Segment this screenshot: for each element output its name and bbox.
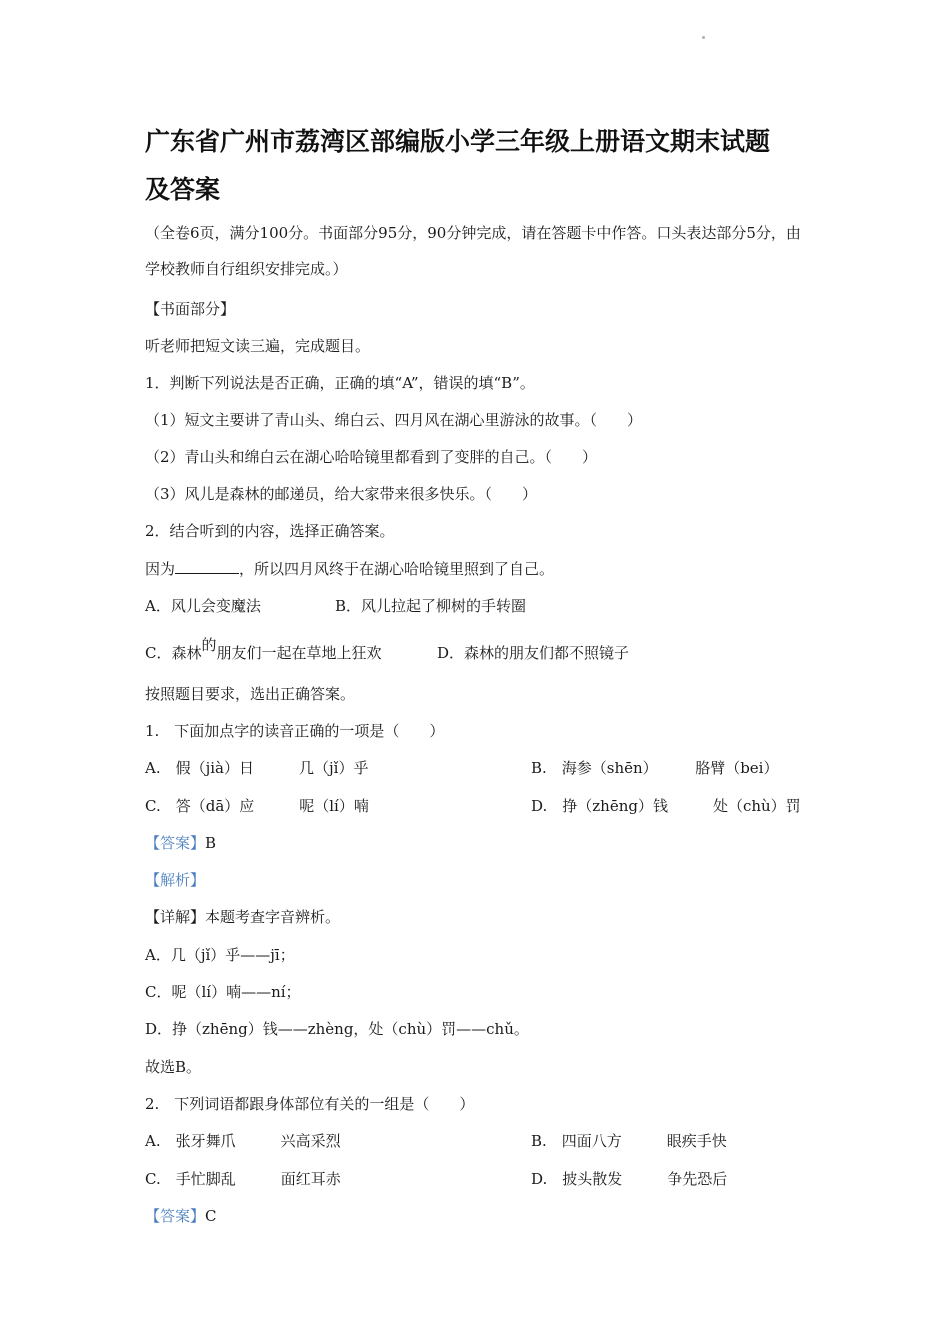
q2-answer	[145, 1205, 217, 1227]
q1-option-b: B. 海参（shēn） 胳臂（bei）	[531, 759, 779, 777]
exam-intro: （全卷6页，满分100分。书面部分95分，90分钟完成，请在答题卡中作答。口头表达部分5分，由学校教师自行组织安排完成。）	[145, 224, 801, 278]
q1-option-a: A. 假（jià）日 几（jǐ）乎	[145, 759, 369, 777]
q1-answer	[145, 832, 216, 854]
listen-instruction: 听老师把短文读三遍，完成题目。	[145, 337, 371, 355]
listen-q2-sentence	[145, 558, 554, 580]
answer-value: B	[205, 834, 217, 852]
q2-option-a: A. 张牙舞爪 兴高采烈	[145, 1132, 341, 1150]
q1-explain-d: D．挣（zhēng）钱——zhèng，处（chù）罚——chǔ。	[145, 1020, 529, 1038]
listen-q1-item-3: （3）风儿是森林的邮递员，给大家带来很多快乐。（ ）	[145, 485, 538, 503]
option-c-pre: C．森林	[145, 644, 202, 662]
answer-blank	[175, 559, 239, 574]
listen-q1-stem: 1．判断下列说法是否正确，正确的填“A”，错误的填“B”。	[145, 374, 535, 392]
option-c-post: 朋友们一起在草地上狂欢	[216, 644, 382, 662]
q1-option-c: C. 答（dā）应 呢（lí）喃	[145, 797, 369, 815]
listen-q2-option-a: A．风儿会变魔法	[145, 597, 261, 615]
sentence-before: 因为	[145, 560, 176, 578]
q2-stem: 2. 下列词语都跟身体部位有关的一组是（ ）	[145, 1095, 475, 1113]
q1-option-d: D. 挣（zhēng）钱 处（chù）罚	[531, 797, 801, 815]
section-written-heading: 【书面部分】	[145, 300, 236, 318]
listen-q2-option-c	[145, 636, 382, 664]
listen-q1-item-2: （2）青山头和绵白云在湖心哈哈镜里都看到了变胖的自己。（ ）	[145, 448, 598, 466]
choose-instruction: 按照题目要求，选出正确答案。	[145, 685, 356, 703]
listen-q2-stem: 2．结合听到的内容，选择正确答案。	[145, 522, 395, 540]
q2-option-c: C. 手忙脚乱 面红耳赤	[145, 1170, 341, 1188]
listen-q1-item-1: （1）短文主要讲了青山头、绵白云、四月风在湖心里游泳的故事。（ ）	[145, 411, 643, 429]
answer-tag: 【答案】	[145, 1207, 206, 1225]
title-line-1: 广东省广州市荔湾区部编版小学三年级上册语文期末试题	[145, 127, 771, 156]
q2-option-b: B. 四面八方 眼疾手快	[531, 1132, 727, 1150]
document-title	[145, 118, 825, 214]
q1-explain-c: C．呢（lí）喃——ní；	[145, 983, 301, 1001]
option-c-sup: 的	[201, 636, 217, 654]
q1-detail: 【详解】本题考查字音辨析。	[145, 908, 341, 926]
q1-stem: 1. 下面加点字的读音正确的一项是（ ）	[145, 722, 445, 740]
q1-explain-a: A．几（jǐ）乎——jī；	[145, 946, 295, 964]
answer-tag: 【答案】	[145, 834, 206, 852]
answer-value: C	[205, 1207, 217, 1225]
title-line-2: 及答案	[145, 175, 221, 204]
sentence-after: ，所以四月风终于在湖心哈哈镜里照到了自己。	[239, 560, 555, 578]
q2-option-d: D. 披头散发 争先恐后	[531, 1170, 728, 1188]
listen-q2-option-d: D．森林的朋友们都不照镜子	[437, 644, 630, 662]
listen-q2-option-b: B．风儿拉起了柳树的手转圈	[335, 597, 527, 615]
decorative-dot	[702, 36, 705, 39]
q1-analysis-tag: 【解析】	[145, 871, 206, 889]
q1-conclusion: 故选B。	[145, 1058, 202, 1076]
